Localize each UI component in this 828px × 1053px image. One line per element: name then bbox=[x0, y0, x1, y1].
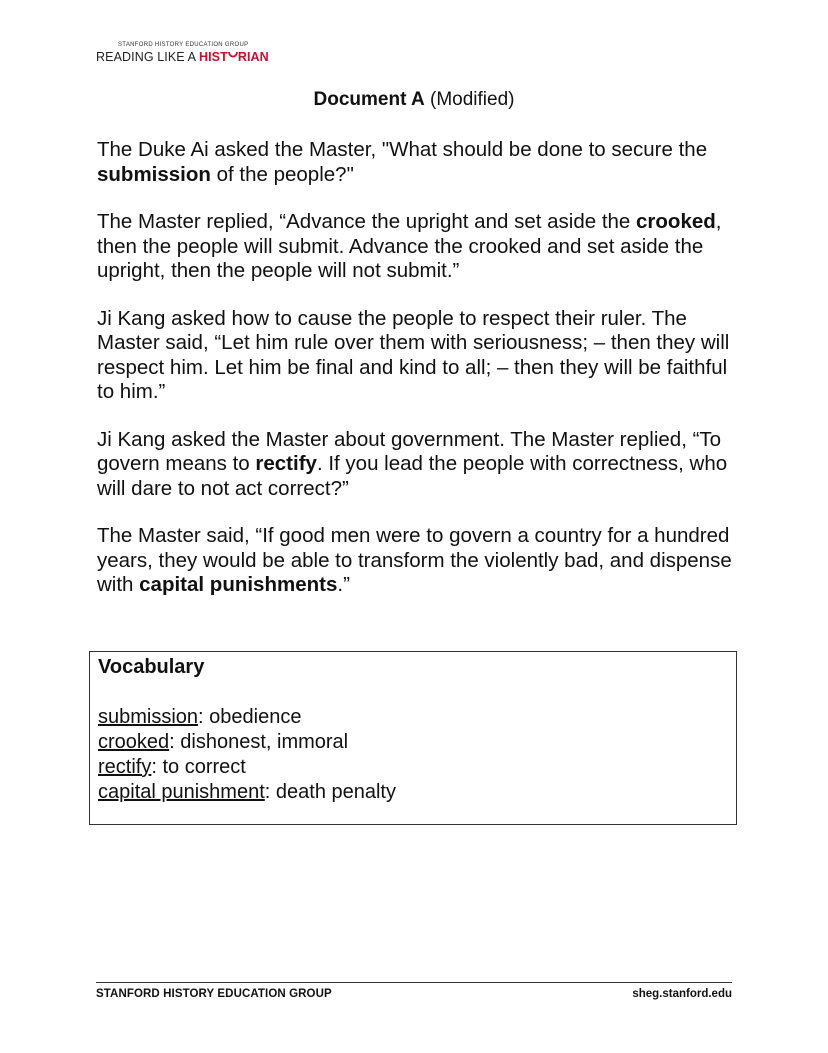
document-title bbox=[0, 89, 828, 111]
footer-website: sheg.stanford.edu bbox=[632, 988, 732, 1000]
paragraph-text: The Duke Ai asked the Master, "What should be done to secure the bbox=[97, 138, 708, 161]
vocabulary-item bbox=[98, 705, 728, 730]
paragraph-text: .” bbox=[337, 573, 350, 596]
paragraph-text: , then the people will submit. Advance the crooked and set aside the upright, then the people will not submit.” bbox=[97, 210, 722, 282]
vocabulary-list bbox=[98, 705, 728, 805]
vocabulary-term: rectify bbox=[98, 756, 152, 778]
vocabulary-definition: : death penalty bbox=[264, 781, 396, 803]
logo bbox=[96, 42, 269, 64]
vocabulary-definition: : obedience bbox=[198, 706, 302, 728]
vocabulary-box bbox=[89, 651, 737, 825]
paragraph-text: Ji Kang asked how to cause the people to respect their ruler. The Master said, “Let him rule over them with seriousness; – then they will respect him. Let him be final and kind to all; – then they will be faithful to him.” bbox=[97, 306, 730, 403]
paragraph-text: The Master said, “If good men were to govern a country for a hundred years, they would be able to transform the violently bad, and dispense with bbox=[97, 524, 732, 596]
paragraph bbox=[97, 210, 747, 284]
bold-term: capital punishments bbox=[139, 573, 338, 596]
document-body bbox=[97, 138, 747, 621]
vocabulary-term: crooked bbox=[98, 731, 170, 753]
bold-term: crooked bbox=[636, 210, 716, 233]
paragraph-text: of the people?" bbox=[210, 162, 354, 186]
logo-org-text: STANFORD HISTORY EDUCATION GROUP bbox=[118, 42, 249, 48]
vocabulary-item bbox=[98, 755, 728, 780]
logo-o-icon bbox=[228, 51, 238, 62]
paragraph bbox=[97, 524, 747, 598]
bold-term: submission bbox=[97, 162, 211, 186]
paragraph bbox=[97, 428, 747, 502]
paragraph bbox=[97, 307, 747, 405]
logo-brand-his: HIST bbox=[198, 50, 228, 64]
vocabulary-heading: Vocabulary bbox=[98, 656, 205, 678]
logo-brand-prefix: READING LIKE A bbox=[96, 50, 199, 64]
vocabulary-item bbox=[98, 780, 728, 805]
vocabulary-definition: : dishonest, immoral bbox=[169, 731, 349, 753]
vocabulary-definition: : to correct bbox=[151, 756, 246, 778]
paragraph-text: Ji Kang asked the Master about government. The Master replied, “To govern means to bbox=[97, 427, 722, 475]
vocabulary-term: submission bbox=[98, 706, 199, 728]
paragraph-text: . If you lead the people with correctness, who will dare to not act correct?” bbox=[97, 452, 728, 500]
document-title-bold: Document A bbox=[313, 89, 425, 110]
vocabulary-item bbox=[98, 730, 728, 755]
footer-org: STANFORD HISTORY EDUCATION GROUP bbox=[96, 988, 332, 1000]
footer-divider bbox=[96, 982, 732, 983]
logo-brand-text bbox=[96, 50, 269, 64]
document-title-rest: (Modified) bbox=[424, 89, 515, 110]
logo-brand-rian: RIAN bbox=[237, 50, 269, 64]
vocabulary-term: capital punishment bbox=[98, 781, 265, 803]
bold-term: rectify bbox=[255, 452, 317, 475]
paragraph-text: The Master replied, “Advance the upright and set aside the bbox=[97, 210, 637, 233]
paragraph bbox=[97, 138, 747, 187]
